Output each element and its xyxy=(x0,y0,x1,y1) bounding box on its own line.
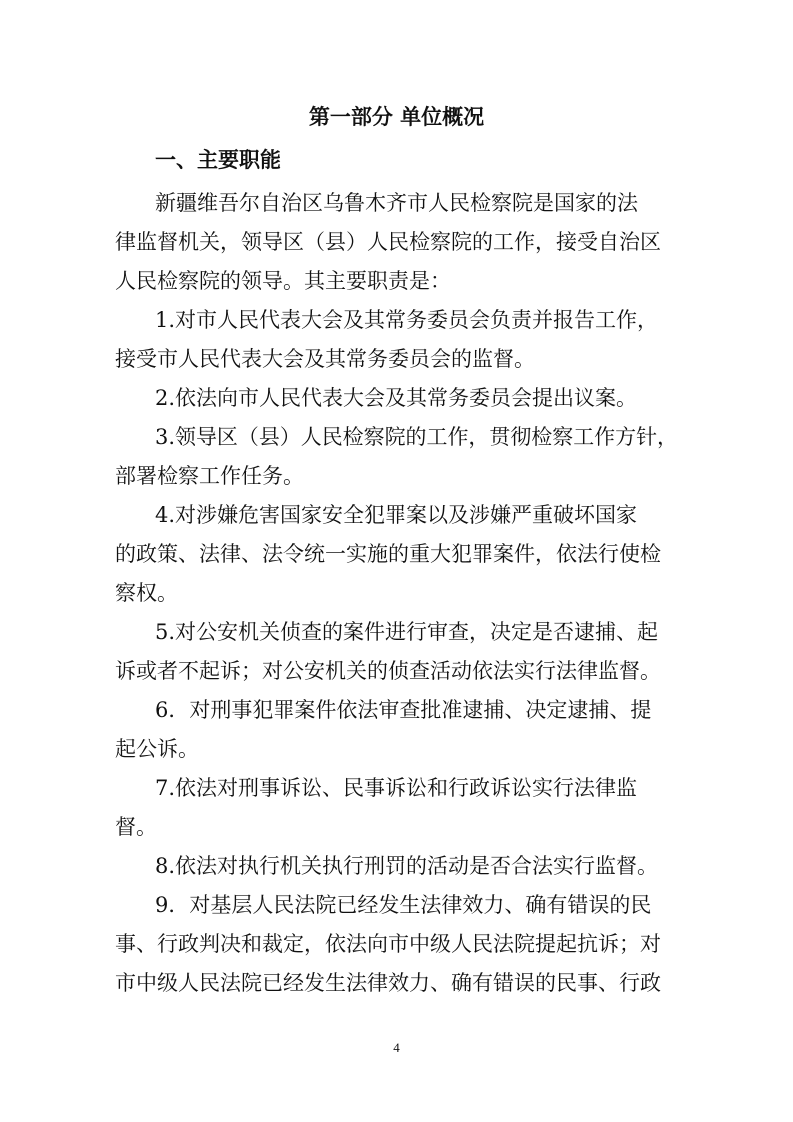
body-line: 接受市人民代表大会及其常务委员会的监督。 xyxy=(115,347,535,371)
body-line: 新疆维吾尔自治区乌鲁木齐市人民检察院是国家的法 xyxy=(155,191,638,215)
body-line: 部署检察工作任务。 xyxy=(115,464,304,488)
body-line: 诉或者不起诉；对公安机关的侦查活动依法实行法律监督。 xyxy=(115,659,661,683)
body-line: 6．对刑事犯罪案件依法审查批准逮捕、决定逮捕、提 xyxy=(155,698,652,722)
body-line: 市中级人民法院已经发生法律效力、确有错误的民事、行政 xyxy=(115,971,661,995)
body-line: 9．对基层人民法院已经发生法律效力、确有错误的民 xyxy=(155,893,652,917)
body-line: 律监督机关，领导区（县）人民检察院的工作，接受自治区 xyxy=(115,230,661,254)
body-line: 3.领导区（县）人民检察院的工作，贯彻检察工作方针， xyxy=(155,425,678,449)
body-line: 1.对市人民代表大会及其常务委员会负责并报告工作， xyxy=(155,308,659,332)
body-line: 人民检察院的领导。其主要职责是： xyxy=(115,269,451,293)
body-line: 起公诉。 xyxy=(115,737,199,761)
body-line: 5.对公安机关侦查的案件进行审查，决定是否逮捕、起 xyxy=(155,620,659,644)
body-line: 2.依法向市人民代表大会及其常务委员会提出议案。 xyxy=(155,386,638,410)
body-line: 的政策、法律、法令统一实施的重大犯罪案件，依法行使检 xyxy=(115,542,661,566)
body-line: 督。 xyxy=(115,815,157,839)
body-line: 4.对涉嫌危害国家安全犯罪案以及涉嫌严重破坏国家 xyxy=(155,503,638,527)
body-line: 察权。 xyxy=(115,581,178,605)
body-line: 7.依法对刑事诉讼、民事诉讼和行政诉讼实行法律监 xyxy=(155,776,638,800)
body-line: 事、行政判决和裁定，依法向市中级人民法院提起抗诉；对 xyxy=(115,932,661,956)
section-heading: 一、主要职能 xyxy=(155,148,281,172)
page-title: 第一部分 单位概况 xyxy=(308,105,485,129)
body-line: 8.依法对执行机关执行刑罚的活动是否合法实行监督。 xyxy=(155,854,659,878)
page-number: 4 xyxy=(393,1040,400,1055)
